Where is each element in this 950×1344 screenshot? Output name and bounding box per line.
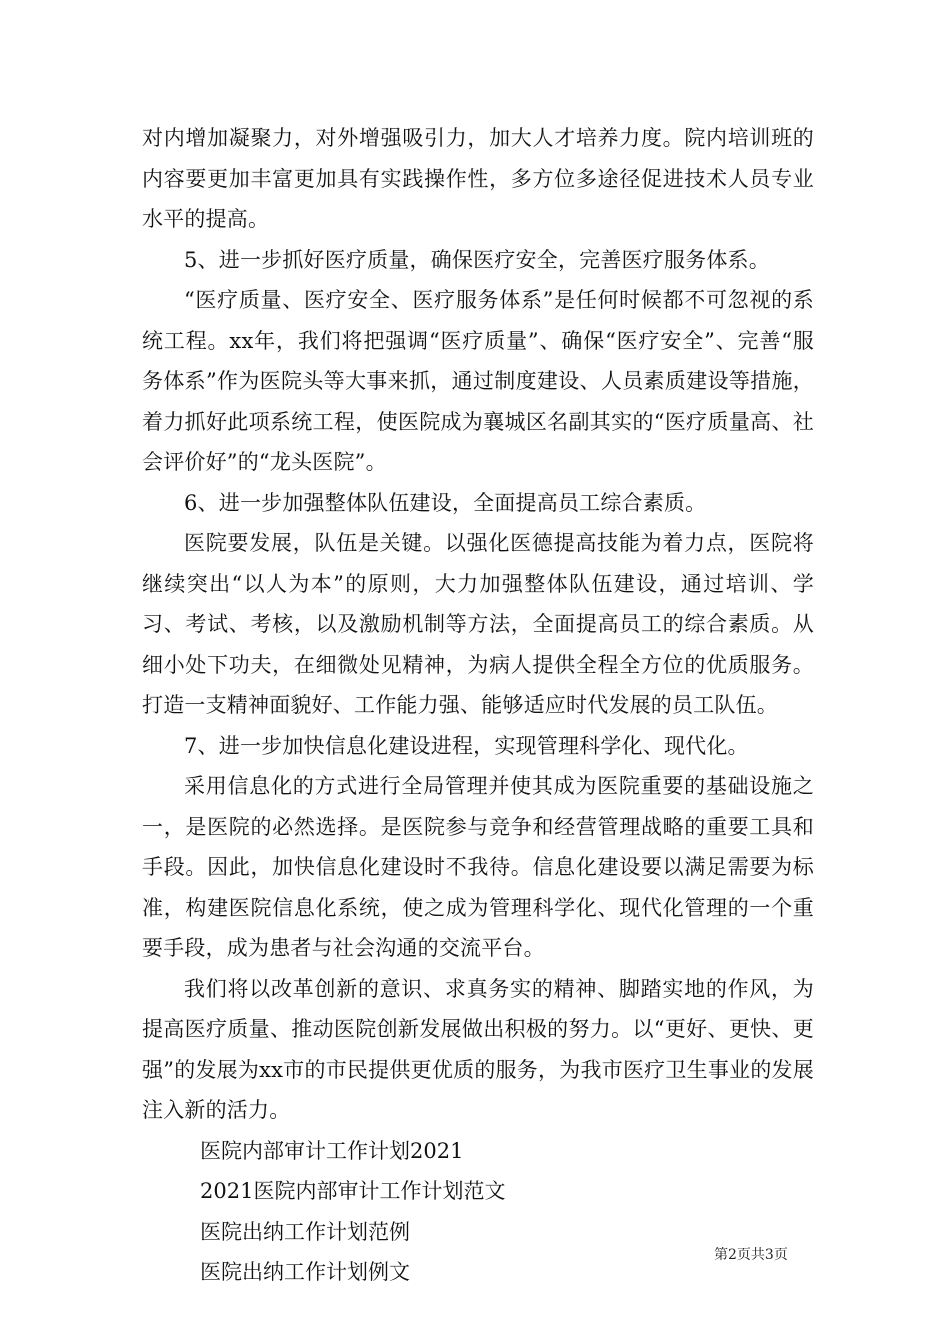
paragraph-1: 对内增加凝聚力，对外增强吸引力，加大人才培养力度。院内培训班的内容要更加丰富更加具有实践操作性，多方位多途径促进技术人员专业水平的提高。 xyxy=(142,126,814,231)
related-title-item[interactable]: 2021医院内部审计工作计划范文 xyxy=(200,1179,506,1203)
page-indicator: 第2页共3页 xyxy=(714,1247,788,1263)
paragraph-4: 采用信息化的方式进行全局管理并使其成为医院重要的基础设施之一，是医院的必然选择。是医院参与竞争和经营管理战略的重要工具和手段。因此，加快信息化建设时不我待。信息化建设要以满足需要为标准，构建医院信息化系统，使之成为管理科学化、现代化管理的一个重要手段，成为患者与社会沟通的交流平台。 xyxy=(142,774,814,960)
paragraph-2: “医疗质量、医疗安全、医疗服务体系”是任何时候都不可忽视的系统工程。xx年，我们将把强调“医疗质量”、确保“医疗安全”、完善“服务体系”作为医院头等大事来抓，通过制度建设、人员素质建设等措施，着力抓好此项系统工程，使医院成为襄城区名副其实的“医疗质量高、社会评价好”的“龙头医院”。 xyxy=(142,288,814,474)
heading-item-5: 5、进一步抓好医疗质量，确保医疗安全，完善医疗服务体系。 xyxy=(184,247,770,272)
related-title-item[interactable]: 医院出纳工作计划例文 xyxy=(200,1260,410,1284)
paragraph-3: 医院要发展，队伍是关键。以强化医德提高技能为着力点，医院将继续突出“以人为本”的原则，大力加强整体队伍建设，通过培训、学习、考试、考核，以及激励机制等方法，全面提高员工的综合素质。从细小处下功夫，在细微处见精神，为病人提供全程全方位的优质服务。打造一支精神面貌好、工作能力强、能够适应时代发展的员工队伍。 xyxy=(142,531,814,717)
related-title-item[interactable]: 医院内部审计工作计划2021 xyxy=(200,1138,464,1163)
related-title-item[interactable]: 医院出纳工作计划范例 xyxy=(200,1219,410,1244)
document-body xyxy=(142,118,814,1293)
paragraph-5: 我们将以改革创新的意识、求真务实的精神、脚踏实地的作风，为提高医疗质量、推动医院创新发展做出积极的努力。以“更好、更快、更强”的发展为xx市的市民提供更优质的服务，为我市医疗卫生事业的发展注入新的活力。 xyxy=(142,976,814,1122)
related-titles-list xyxy=(142,1131,814,1293)
heading-item-6: 6、进一步加强整体队伍建设，全面提高员工综合素质。 xyxy=(184,490,707,515)
heading-item-7: 7、进一步加快信息化建设进程，实现管理科学化、现代化。 xyxy=(184,733,749,758)
